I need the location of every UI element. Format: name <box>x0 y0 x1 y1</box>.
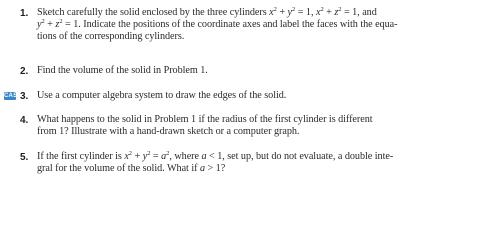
problem-line: tions of the corresponding cylinders. <box>37 31 185 43</box>
problem-line: gral for the volume of the solid. What if a > 1? <box>37 163 226 175</box>
problem-text <box>37 7 495 44</box>
problem-text <box>37 114 495 138</box>
problem-number: 5. <box>20 152 29 163</box>
cas-icon: CAS <box>4 93 18 99</box>
problem-number: 4. <box>20 115 29 126</box>
problem-text <box>37 90 495 102</box>
problem-line: If the first cylinder is $x^2 + y^2 = a^2$, where a < 1, set up, but do not evaluate, a double inte- <box>37 150 394 162</box>
problem-text <box>37 65 495 77</box>
problem-number: 1. <box>20 8 29 19</box>
problem-line: What happens to the solid in Problem 1 if the radius of the first cylinder is different <box>37 114 373 125</box>
problem-line: $y^2 + z^2 = 1$. Indicate the positions of the coordinate axes and label the faces with the equa- <box>37 18 398 31</box>
problem-line: Sketch carefully the solid enclosed by the three cylinders $x^2 + y^2 = 1$, $x^2 + z^2 = 1$, and <box>37 6 377 18</box>
problem-number: 2. <box>20 66 29 77</box>
problem-text <box>37 151 495 175</box>
problem-line: from 1? Illustrate with a hand-drawn sketch or a computer graph. <box>37 126 300 138</box>
problem-line: Use a computer algebra system to draw the edges of the solid. <box>37 90 287 101</box>
problem-number: 3. <box>20 91 29 102</box>
problem-line: Find the volume of the solid in Problem 1. <box>37 65 208 76</box>
